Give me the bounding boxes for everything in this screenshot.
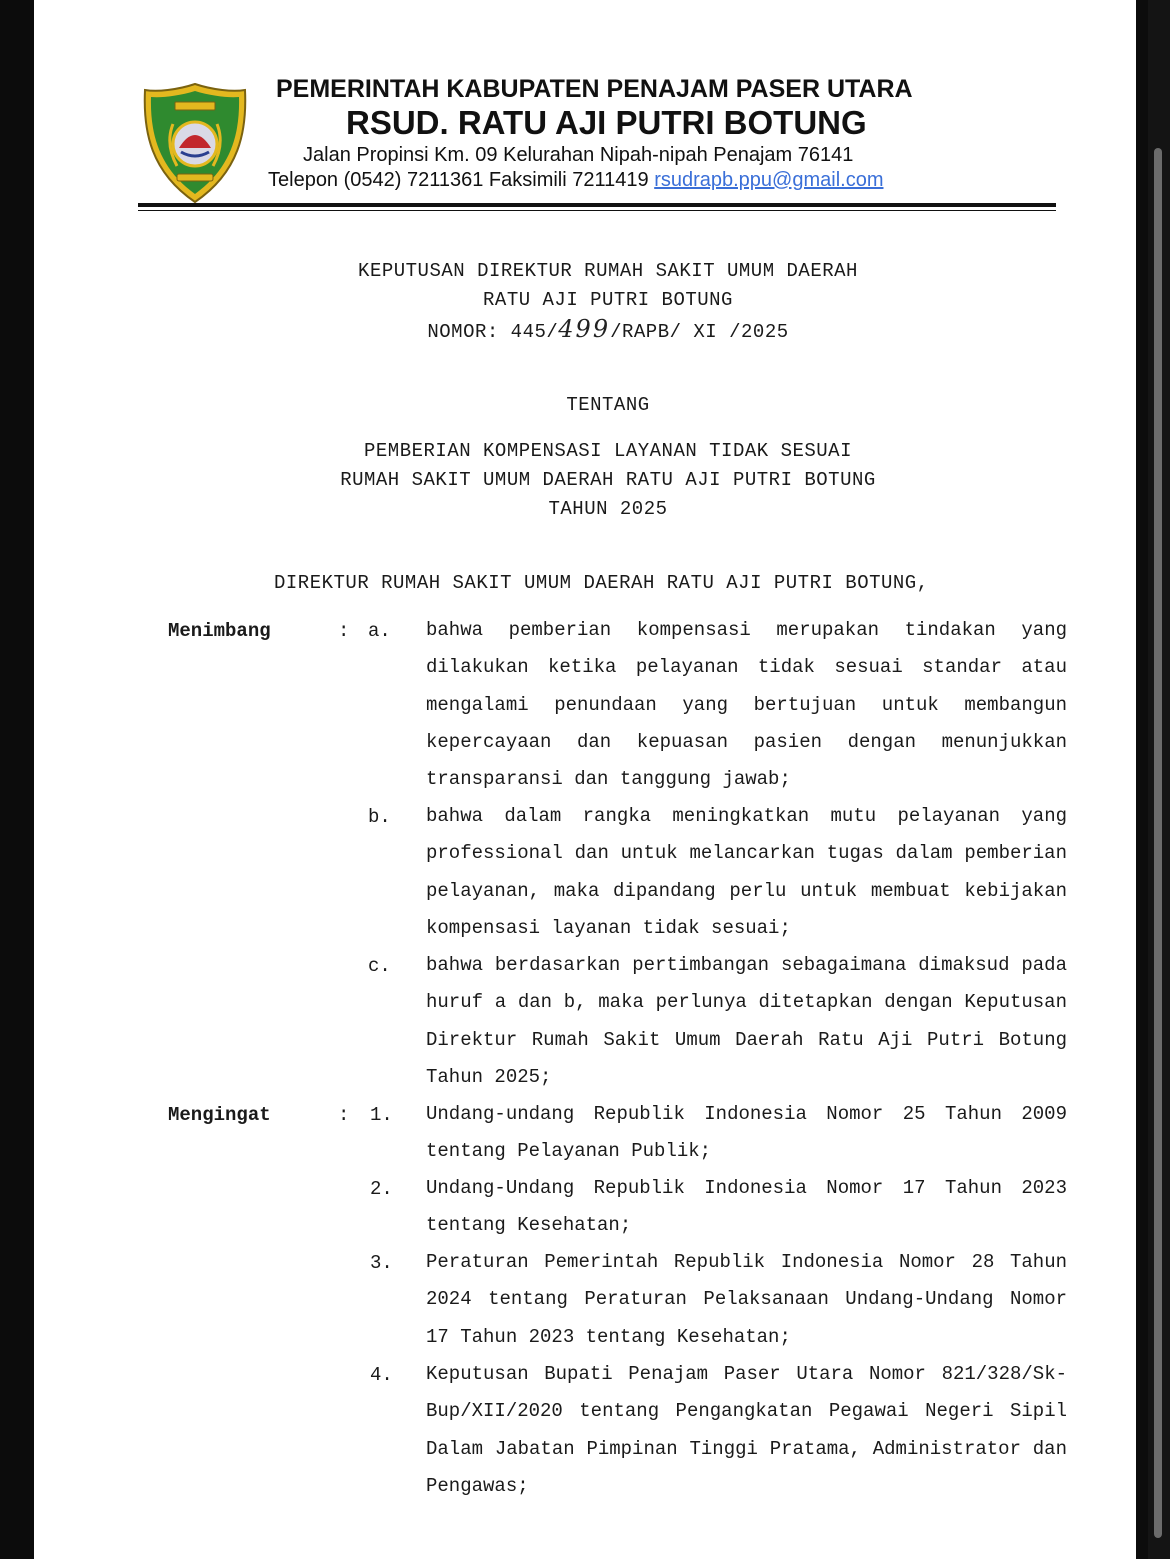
menimbang-marker-c: c. (368, 955, 391, 977)
director-heading: DIREKTUR RUMAH SAKIT UMUM DAERAH RATU AJI PUTRI BOTUNG, (274, 572, 929, 594)
menimbang-marker-a: a. (368, 620, 391, 642)
mengingat-item-4: Keputusan Bupati Penajam Paser Utara Nomor 821/328/Sk-Bup/XII/2020 tentang Pengangkatan Pegawai Negeri Sipil Dalam Jabatan Pimpinan Tinggi Pratama, Administrator dan Pengawas; (426, 1363, 1067, 1497)
letterhead-rule-thin (138, 210, 1056, 211)
mengingat-colon: : (338, 1104, 350, 1126)
menimbang-colon: : (338, 620, 350, 642)
menimbang-item-a: bahwa pemberian kompensasi merupakan tindakan yang dilakukan ketika pelayanan tidak sesuai standar atau mengalami penundaan yang bertujuan untuk membangun kepercayaan dan kepuasan pasien dengan menunjukkan transparansi dan tanggung jawab; (426, 619, 1067, 791)
menimbang-item-c: bahwa berdasarkan pertimbangan sebagaimana dimaksud pada huruf a dan b, maka perlunya ditetapkan dengan Keputusan Direktur Rumah Sakit Umum Daerah Ratu Aji Putri Botung Tahun 2025; (426, 954, 1067, 1088)
decree-number-prefix: NOMOR: 445/ (427, 321, 559, 343)
government-name: PEMERINTAH KABUPATEN PENAJAM PASER UTARA (276, 75, 913, 103)
about-heading: TENTANG (566, 394, 650, 416)
hospital-contact (268, 169, 883, 192)
decree-number-suffix: /RAPB/ XI /2025 (610, 321, 789, 343)
mengingat-marker-4: 4. (370, 1364, 393, 1386)
mengingat-marker-3: 3. (370, 1252, 393, 1274)
mengingat-marker-1: 1. (370, 1104, 393, 1126)
mengingat-marker-2: 2. (370, 1178, 393, 1200)
hospital-name: RSUD. RATU AJI PUTRI BOTUNG (346, 104, 867, 141)
decree-number (138, 315, 1078, 343)
subject-line1: PEMBERIAN KOMPENSASI LAYANAN TIDAK SESUAI (364, 440, 852, 462)
subject-line3: TAHUN 2025 (548, 498, 668, 520)
letterhead-rule-thick (138, 203, 1056, 207)
mengingat-label: Mengingat (168, 1104, 271, 1126)
phone-fax: Telepon (0542) 7211361 Faksimili 7211419 (268, 169, 649, 191)
decree-title-line1: KEPUTUSAN DIREKTUR RUMAH SAKIT UMUM DAERAH (358, 260, 858, 282)
subject-line2: RUMAH SAKIT UMUM DAERAH RATU AJI PUTRI BOTUNG (340, 469, 876, 491)
email-link[interactable]: rsudrapb.ppu@gmail.com (654, 169, 884, 191)
decree-title-line2: RATU AJI PUTRI BOTUNG (483, 289, 733, 311)
mengingat-item-2: Undang-Undang Republik Indonesia Nomor 17 Tahun 2023 tentang Kesehatan; (426, 1177, 1067, 1237)
decree-number-handwritten: 499 (558, 315, 611, 343)
hospital-address: Jalan Propinsi Km. 09 Kelurahan Nipah-nipah Penajam 76141 (303, 144, 854, 166)
scrollbar-thumb[interactable] (1154, 148, 1162, 1538)
menimbang-marker-b: b. (368, 806, 391, 828)
menimbang-label: Menimbang (168, 620, 271, 642)
mengingat-item-1: Undang-undang Republik Indonesia Nomor 25 Tahun 2009 tentang Pelayanan Publik; (426, 1103, 1067, 1163)
menimbang-item-b: bahwa dalam rangka meningkatkan mutu pelayanan yang professional dan untuk melancarkan tugas dalam pemberian pelayanan, maka dipandang perlu untuk membuat kebijakan kompensasi layanan tidak sesuai; (426, 805, 1067, 939)
regency-emblem-icon (143, 82, 247, 204)
mengingat-item-3: Peraturan Pemerintah Republik Indonesia Nomor 28 Tahun 2024 tentang Peraturan Pelaksanaan Undang-Undang Nomor 17 Tahun 2023 tentang Kesehatan; (426, 1251, 1067, 1348)
